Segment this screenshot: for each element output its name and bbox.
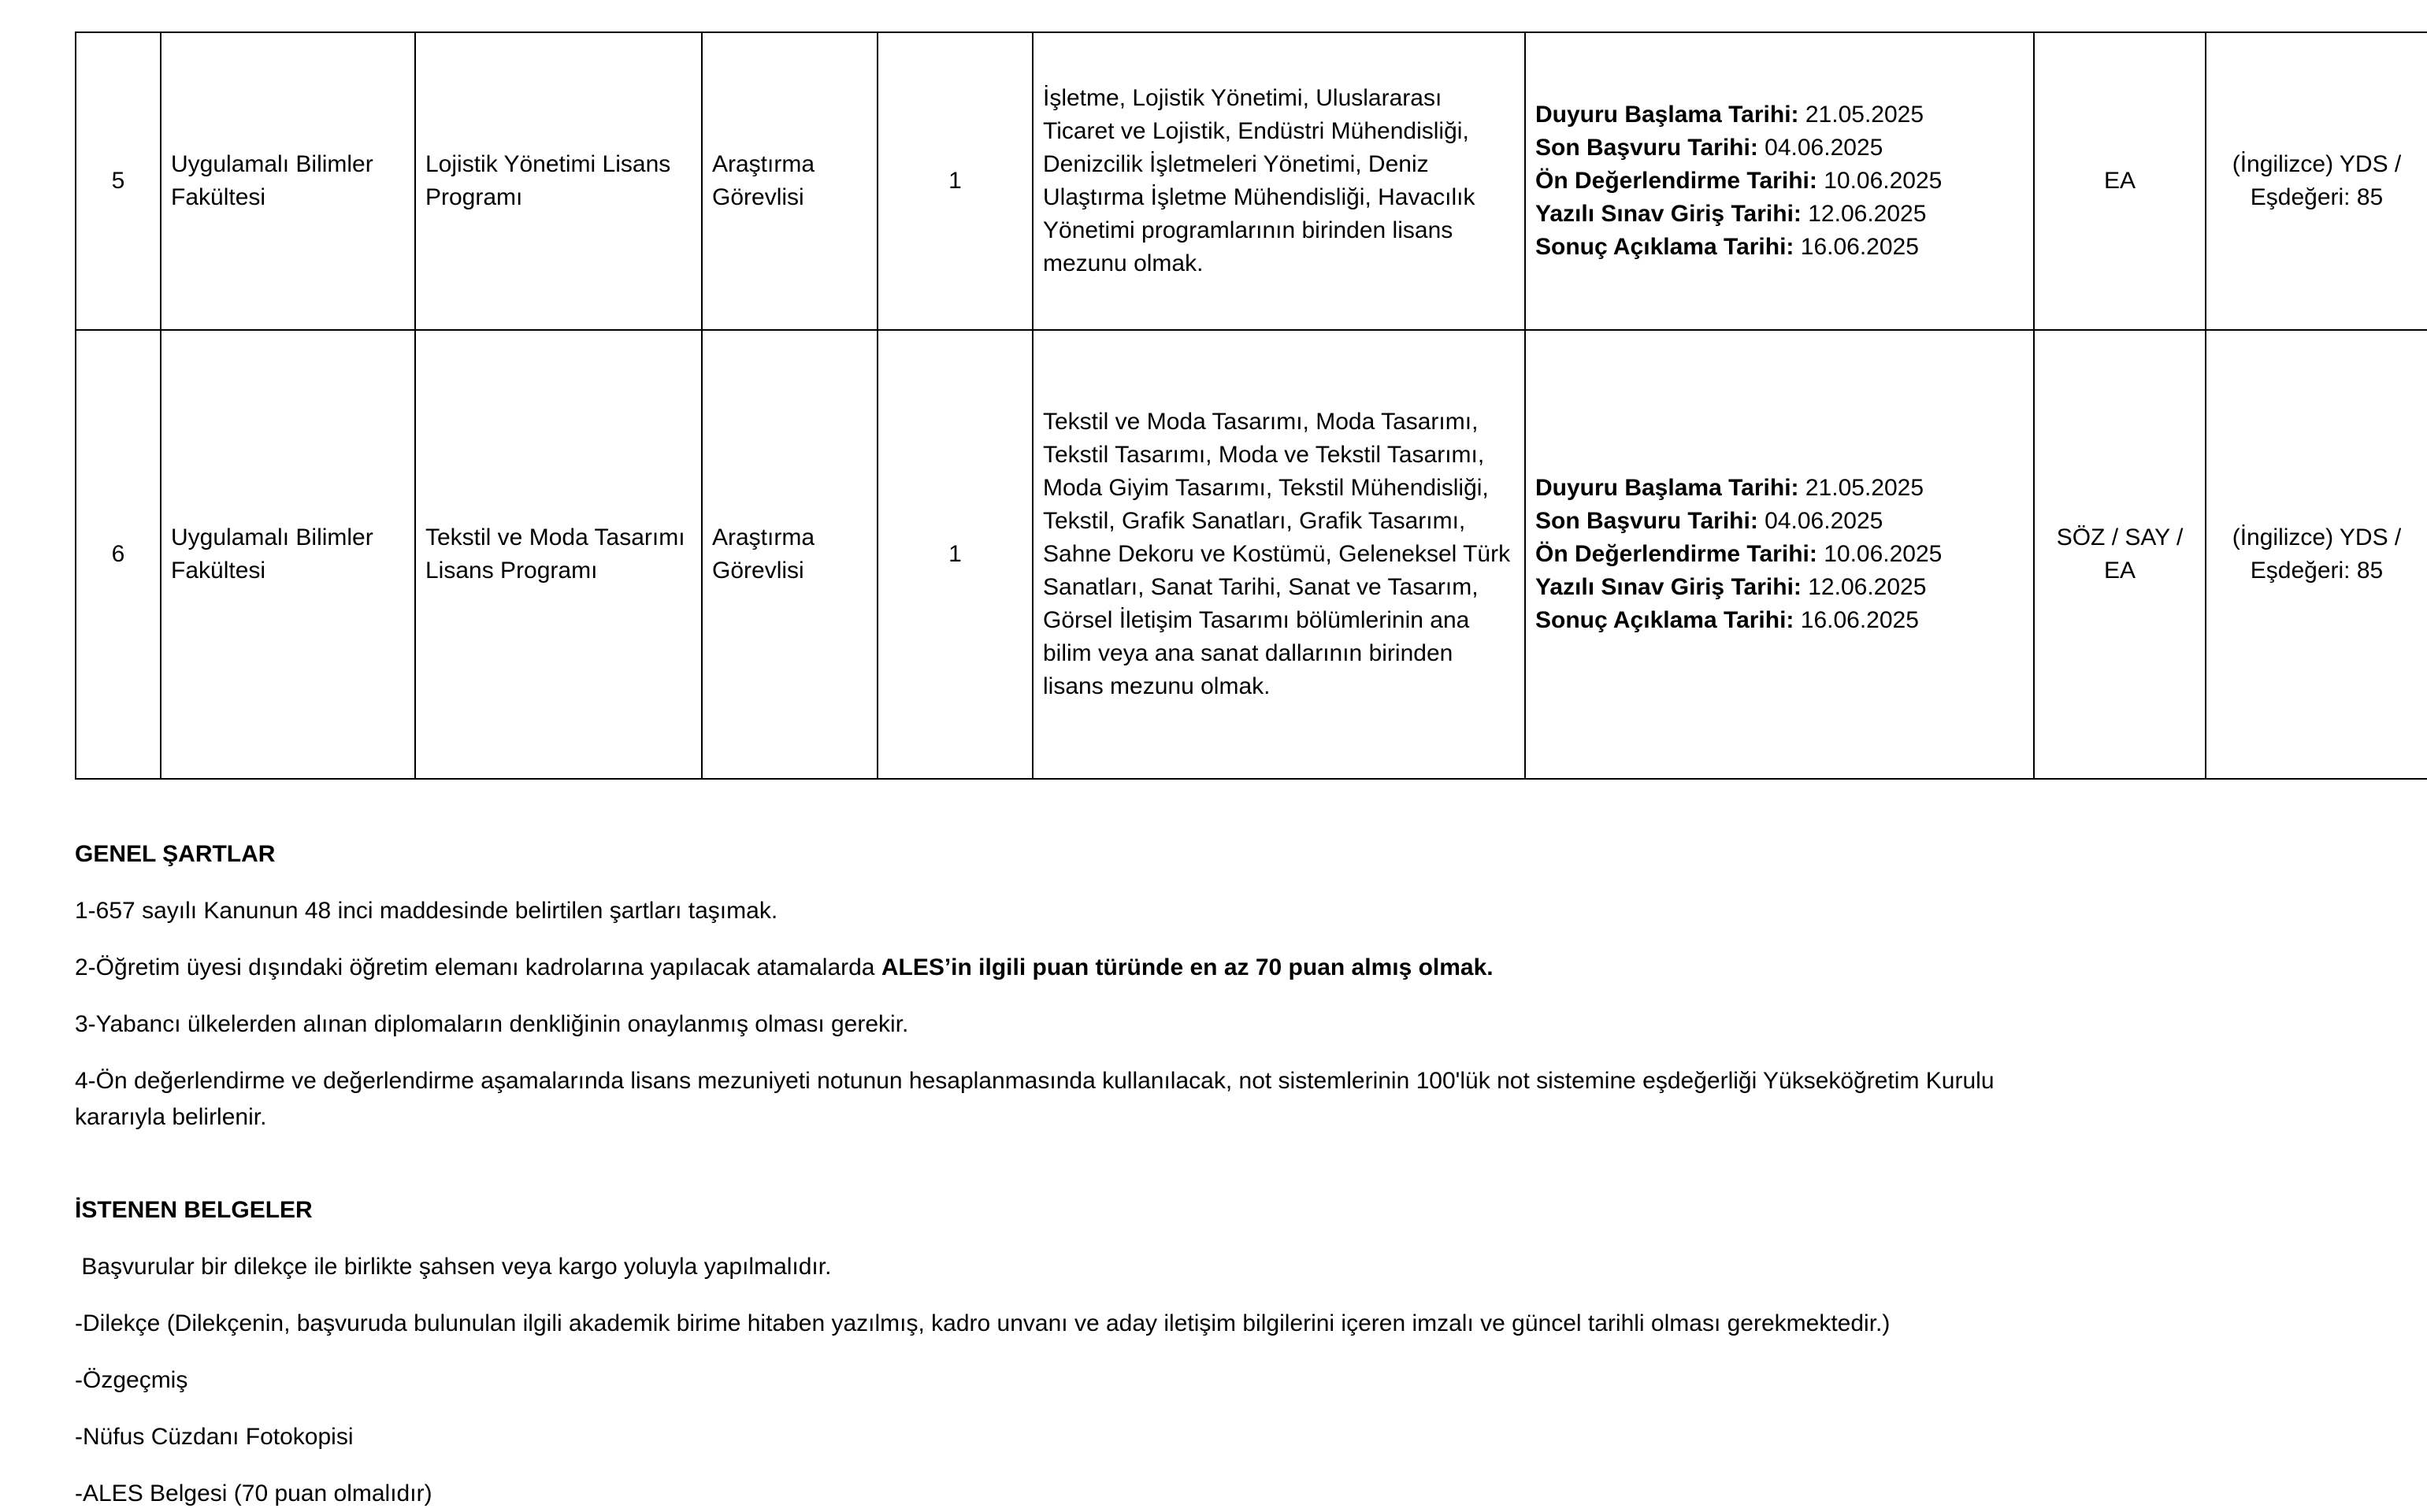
date-label: Ön Değerlendirme Tarihi: (1535, 168, 1817, 194)
cell-no: 5 (76, 32, 161, 330)
date-label: Duyuru Başlama Tarihi: (1535, 102, 1799, 128)
date-value: 10.06.2025 (1824, 168, 1943, 194)
cell-unit: Uygulamalı Bilimler Fakültesi (161, 32, 415, 330)
table-row (76, 330, 2427, 779)
date-line (1535, 231, 2024, 264)
date-label: Yazılı Sınav Giriş Tarihi: (1535, 201, 1802, 227)
date-value: 21.05.2025 (1805, 102, 1924, 128)
general-condition-4-line2: kararıyla belirlenir. (75, 1104, 267, 1130)
cell-requirement: Tekstil ve Moda Tasarımı, Moda Tasarımı, Tekstil Tasarımı, Moda ve Tekstil Tasarımı, Moda Giyim Tasarımı, Tekstil Mühendisliği, Tekstil, Grafik Sanatları, Grafik Tasarımı, Sahne Dekoru ve Kostümü, Geleneksel Türk Sanatları, Sanat Tarihi, Sanat ve Tasarım, Görsel İletişim Tasarımı bölümlerinin ana bilim veya ana sanat dallarının birinden lisans mezunu olmak. (1033, 330, 1525, 779)
documents-intro: Başvurular bir dilekçe ile birlikte şahsen veya kargo yoluyla yapılmalıdır. (75, 1254, 832, 1280)
date-line (1535, 505, 2024, 538)
date-label: Duyuru Başlama Tarihi: (1535, 475, 1799, 501)
date-line (1535, 165, 2024, 198)
required-documents-heading: İSTENEN BELGELER (75, 1197, 313, 1223)
general-condition-2 (75, 950, 1494, 986)
cell-count: 1 (878, 330, 1033, 779)
cell-unit: Uygulamalı Bilimler Fakültesi (161, 330, 415, 779)
date-line (1535, 198, 2024, 231)
date-value: 10.06.2025 (1824, 541, 1943, 567)
general-condition-1: 1-657 sayılı Kanunun 48 inci maddesinde belirtilen şartları taşımak. (75, 898, 778, 924)
date-label: Yazılı Sınav Giriş Tarihi: (1535, 574, 1802, 600)
general-conditions-heading: GENEL ŞARTLAR (75, 841, 276, 867)
date-line (1535, 604, 2024, 637)
positions-table (75, 32, 2427, 780)
cell-title: Araştırma Görevlisi (702, 32, 878, 330)
cell-department: Lojistik Yönetimi Lisans Programı (415, 32, 702, 330)
date-value: 16.06.2025 (1800, 607, 1919, 633)
cell-language: (İngilizce) YDS / Eşdeğeri: 85 (2206, 330, 2427, 779)
general-condition-3: 3-Yabancı ülkelerden alınan diplomaların denkliğinin onaylanmış olması gerekir. (75, 1011, 909, 1037)
general-condition-4-line1: 4-Ön değerlendirme ve değerlendirme aşamalarında lisans mezuniyeti notunun hesaplanmasında kullanılacak, not sistemlerinin 100'lük not sistemine eşdeğerliği Yükseköğretim Kurulu (75, 1068, 1995, 1094)
date-line (1535, 98, 2024, 132)
document-item: -Özgeçmiş (75, 1367, 188, 1393)
date-value: 04.06.2025 (1765, 508, 1883, 534)
table-row (76, 32, 2427, 330)
date-value: 21.05.2025 (1805, 475, 1924, 501)
cell-department: Tekstil ve Moda Tasarımı Lisans Programı (415, 330, 702, 779)
cell-ales-type: SÖZ / SAY / EA (2034, 330, 2206, 779)
cell-language: (İngilizce) YDS / Eşdeğeri: 85 (2206, 32, 2427, 330)
cell-title: Araştırma Görevlisi (702, 330, 878, 779)
document-item: -Nüfus Cüzdanı Fotokopisi (75, 1424, 354, 1450)
cell-ales-type: EA (2034, 32, 2206, 330)
date-value: 12.06.2025 (1808, 201, 1927, 227)
date-label: Sonuç Açıklama Tarihi: (1535, 607, 1794, 633)
cell-dates (1525, 330, 2034, 779)
document-item: -Dilekçe (Dilekçenin, başvuruda bulunulan ilgili akademik birime hitaben yazılmış, kadro unvanı ve aday iletişim bilgilerini içeren imzalı ve güncel tarihli olması gerekmektedir.) (75, 1310, 1891, 1336)
condition-2-emphasis: ALES’in ilgili puan türünde en az 70 puan almış olmak. (881, 954, 1494, 980)
date-label: Sonuç Açıklama Tarihi: (1535, 234, 1794, 260)
cell-count: 1 (878, 32, 1033, 330)
document-item: -ALES Belgesi (70 puan olmalıdır) (75, 1480, 432, 1506)
cell-requirement: İşletme, Lojistik Yönetimi, Uluslararası Ticaret ve Lojistik, Endüstri Mühendisliği, Denizcilik İşletmeleri Yönetimi, Deniz Ulaştırma İşletme Mühendisliği, Havacılık Yönetimi programlarının birinden lisans mezunu olmak. (1033, 32, 1525, 330)
date-value: 16.06.2025 (1800, 234, 1919, 260)
date-label: Ön Değerlendirme Tarihi: (1535, 541, 1817, 567)
date-label: Son Başvuru Tarihi: (1535, 135, 1758, 161)
date-line (1535, 538, 2024, 571)
cell-dates (1525, 32, 2034, 330)
cell-no: 6 (76, 330, 161, 779)
date-label: Son Başvuru Tarihi: (1535, 508, 1758, 534)
date-value: 04.06.2025 (1765, 135, 1883, 161)
date-line (1535, 571, 2024, 604)
date-line (1535, 132, 2024, 165)
date-value: 12.06.2025 (1808, 574, 1927, 600)
date-line (1535, 472, 2024, 505)
condition-2-text: 2-Öğretim üyesi dışındaki öğretim elemanı kadrolarına yapılacak atamalarda (75, 954, 881, 980)
